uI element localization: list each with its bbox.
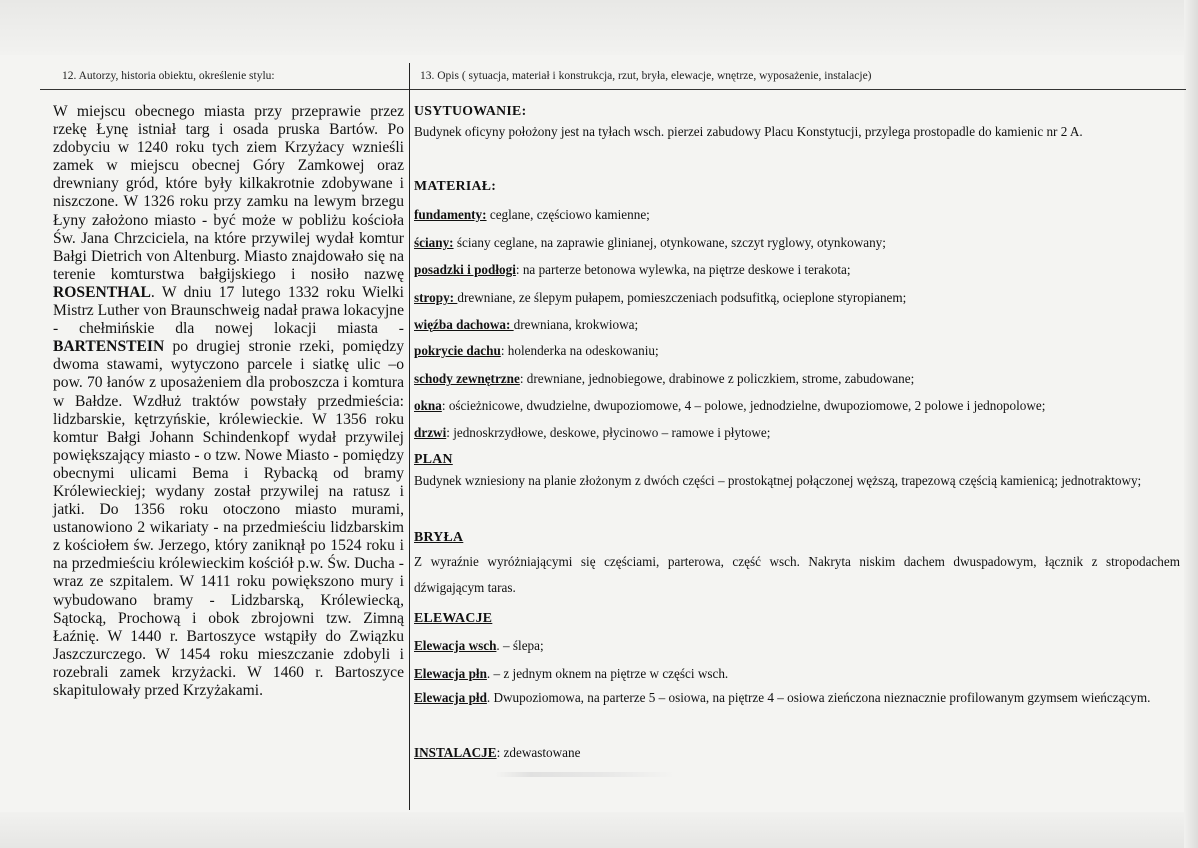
usytuowanie-text: Budynek oficyny położony jest na tyłach wsch. pierzei zabudowy Placu Konstytucji, przylega prostopadle do kamienic nr 2 A.	[414, 124, 1083, 139]
heading-elewacje: ELEWACJE	[414, 610, 493, 625]
material-item-wiezba: więźba dachowa: drewniana, krokwiowa;	[414, 317, 639, 332]
material-item-posadzki: posadzki i podłogi: na parterze betonowa wylewka, na piętrze deskowe i terakota;	[414, 262, 851, 277]
material-item-sciany: ściany: ściany ceglane, na zaprawie glinianej, otynkowane, szczyt ryglowy, otynkowany;	[414, 235, 886, 250]
heading-plan: PLAN	[414, 451, 453, 466]
material-item-pokrycie: pokrycie dachu: holenderka na odeskowaniu;	[414, 343, 659, 358]
scan-shadow-right	[1184, 0, 1198, 848]
history-column	[53, 103, 404, 700]
elewacja-pld: Elewacja płd. Dwupoziomowa, na parterze 5 – osiowa, na piętrze 4 – osiowa zieńczona nieznacznie profilowanym gzymsem wieńczącym.	[414, 690, 1151, 705]
material-item-schody: schody zewnętrzne: drewniane, jednobiegowe, drabinowe z policzkiem, strome, zabudowane;	[414, 371, 915, 386]
plan-text: Budynek wzniesiony na planie złożonym z dwóch części – prostokątnej połączonej węższą, trapezową częścią kamienicą; jednotraktowy;	[414, 473, 1142, 488]
column-divider	[409, 63, 410, 810]
material-item-fundamenty: fundamenty: ceglane, częściowo kamienne;	[414, 207, 650, 222]
heading-bryla: BRYŁA	[414, 529, 464, 544]
bryla-text: Z wyraźnie wyróżniającymi się częściami, parterowa, część wsch. Nakryta niskim dachem dwuspadowym, łącznik z stropodachem dźwigającym taras.	[414, 554, 1180, 595]
scan-shadow-bottom	[0, 812, 1198, 848]
material-item-stropy: stropy: drewniane, ze ślepym pułapem, pomieszczeniach podsufitką, ocieplone styropianem;	[414, 290, 907, 305]
material-item-okna: okna: ościeżnicowe, dwudzielne, dwupoziomowe, 4 – polowe, jednodzielne, dwupoziomowe, 2 polowe i jednopolowe;	[414, 398, 1046, 413]
elewacja-wsch: Elewacja wsch. – ślepa;	[414, 638, 544, 653]
section-12-header: 12. Autorzy, historia obiektu, określenie stylu:	[62, 70, 275, 82]
name-bartenstein: BARTENSTEIN	[53, 338, 165, 356]
elewacja-pln: Elewacja płn. – z jednym oknem na piętrze w części wsch.	[414, 666, 729, 681]
scan-smudge	[495, 772, 675, 777]
material-item-drzwi: drzwi: jednoskrzydłowe, deskowe, płycinowo – ramowe i płytowe;	[414, 425, 771, 440]
header-divider	[40, 89, 1186, 90]
history-text: W miejscu obecnego miasta przy przeprawie przez rzekę Łynę istniał targ i osada pruska Bartów. Po zdobyciu w 1240 roku tych ziem Krzyżacy wznieśli zamek w miejscu obecnej Góry Zamkowej oraz drewniany gród, które były kilkakrotnie zdobywane i niszczone. W 1326 roku przy zamku na lewym brzegu Łyny założono miasto - być może w pobliżu kościoła Św. Jana Chrzciciela, na które przywilej wydał komtur Bałgi Dietrich von Altenburg. Miasto znajdowało się na terenie komturstwa bałgijskiego i nosiło nazwę ROSENTHAL. W dniu 17 lutego 1332 roku Wielki Mistrz Luther von Braunschweig nadał prawa lokacyjne - chełmińskie dla nowej lokacji miasta - BARTENSTEIN po drugiej stronie rzeki, pomiędzy dwoma stawami, wytyczono parcele i siatkę ulic –o pow. 70 łanów z uposażeniem dla proboszcza i komtura w Bałdze. Wzdłuż traktów powstały przedmieścia: lidzbarskie, kętrzyńskie, królewieckie. W 1356 roku komtur Bałgi Johann Schindenkopf wydał przywilej powiększający miasto - o tzw. Nowe Miasto - pomiędzy obecnymi ulicami Bema i Rybacką od bramy Królewieckiej; wydany został przywilej na ratusz i jatki. Do 1356 roku otoczono miasto murami, ustanowiono 2 wikariaty - na przedmieściu lidzbarskim z kościołem św. Jerzego, który zaniknął po 1524 roku i na przedmieściu królewieckim kościół p.w. Św. Ducha - wraz ze szpitalem. W 1411 roku powiększono mury i wybudowano bramy - Lidzbarską, Królewiecką, Sątocką, Prochową i obok zbrojowni tzw. Zimną Łaźnię. W 1440 r. Bartoszyce wstąpiły do Związku Jaszczurczego. W 1454 roku mieszczanie zdobyli i rozebrali zamek krzyżacki. W 1460 r. Bartoszyce skapitulowały przed Krzyżakami.	[53, 103, 404, 699]
instalacje: INSTALACJE: zdewastowane	[414, 745, 581, 760]
name-rosenthal: ROSENTHAL	[53, 283, 151, 301]
section-13-header: 13. Opis ( sytuacja, materiał i konstrukcja, rzut, bryła, elewacje, wnętrze, wyposażenie, instalacje)	[420, 70, 872, 82]
heading-usytuowanie: USYTUOWANIE:	[414, 103, 527, 118]
scan-shadow-top	[0, 0, 1198, 55]
heading-material: MATERIAŁ:	[414, 178, 497, 193]
